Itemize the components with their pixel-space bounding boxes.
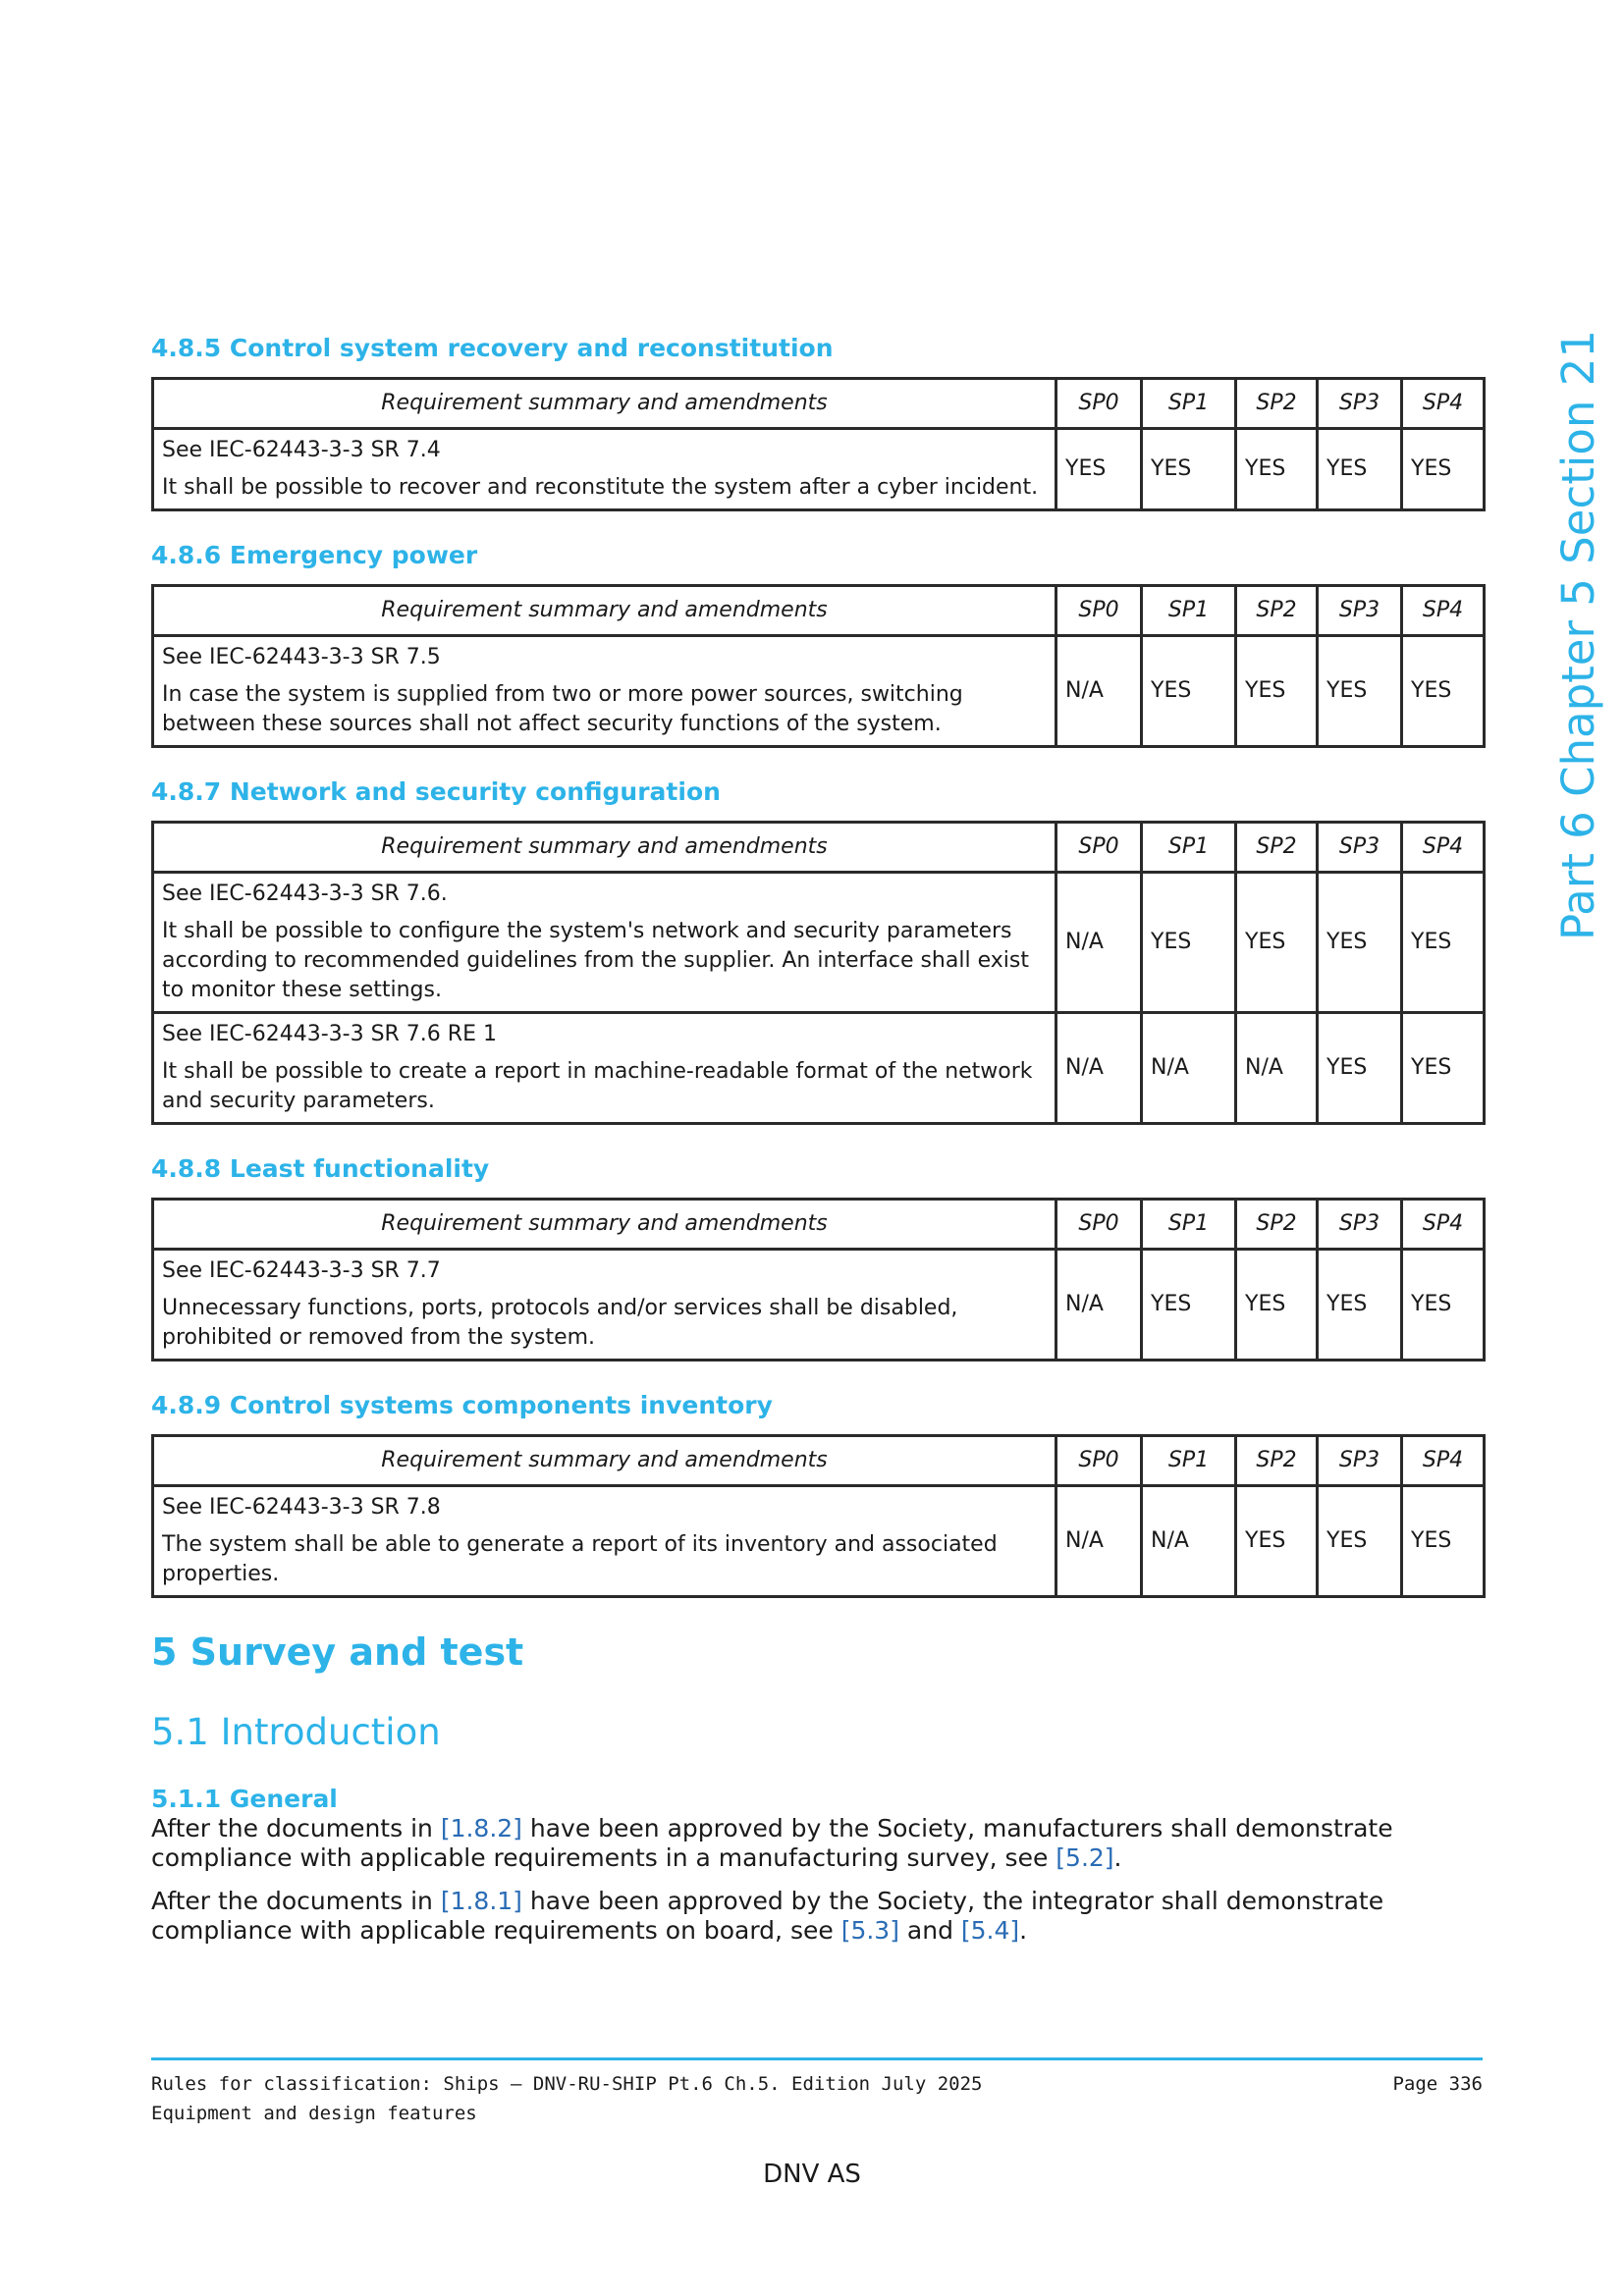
header-sp4: SP4 bbox=[1402, 586, 1485, 636]
header-sp0: SP0 bbox=[1056, 823, 1142, 873]
header-sp1: SP1 bbox=[1142, 379, 1236, 429]
table-header-row bbox=[153, 1200, 1485, 1250]
iec-reference: See IEC-62443-3-3 SR 7.7 bbox=[162, 1258, 441, 1283]
xref-5-4-link[interactable]: [5.4] bbox=[960, 1916, 1020, 1945]
page-content bbox=[151, 332, 1483, 1959]
header-sp4: SP4 bbox=[1402, 1436, 1485, 1486]
section-title-4-8-9: 4.8.9 Control systems components inventory bbox=[151, 1391, 773, 1419]
header-sp0: SP0 bbox=[1056, 1436, 1142, 1486]
requirement-cell bbox=[153, 1486, 1056, 1597]
paragraph-1 bbox=[151, 1814, 1483, 1873]
requirement-cell bbox=[153, 1250, 1056, 1361]
sp1-value: YES bbox=[1142, 873, 1236, 1013]
header-sp0: SP0 bbox=[1056, 379, 1142, 429]
subsubsection-title: 5.1.1 General bbox=[151, 1785, 338, 1813]
table-header-row bbox=[153, 586, 1485, 636]
p2-text-a: After the documents in bbox=[151, 1887, 441, 1915]
iec-reference: See IEC-62443-3-3 SR 7.6. bbox=[162, 881, 448, 906]
section-title-4-8-6: 4.8.6 Emergency power bbox=[151, 541, 478, 569]
page-footer bbox=[151, 2069, 1483, 2128]
requirement-text: The system shall be able to generate a report of its inventory and associated properties. bbox=[162, 1532, 998, 1586]
requirements-table-4-8-6 bbox=[151, 584, 1486, 748]
iec-reference: See IEC-62443-3-3 SR 7.5 bbox=[162, 645, 441, 669]
sp2-value: YES bbox=[1236, 1486, 1318, 1597]
table-row bbox=[153, 636, 1485, 747]
paragraph-2 bbox=[151, 1887, 1483, 1946]
sp2-value: YES bbox=[1236, 636, 1318, 747]
sp4-value: YES bbox=[1402, 636, 1485, 747]
requirements-table-4-8-9 bbox=[151, 1434, 1486, 1598]
section-title-4-8-5: 4.8.5 Control system recovery and reconstitution bbox=[151, 334, 834, 362]
requirements-table-4-8-8 bbox=[151, 1198, 1486, 1362]
xref-1-8-1-link[interactable]: [1.8.1] bbox=[440, 1887, 522, 1915]
sp3-value: YES bbox=[1318, 1013, 1402, 1124]
sp3-value: YES bbox=[1318, 1486, 1402, 1597]
sp4-value: YES bbox=[1402, 429, 1485, 510]
table-header-row bbox=[153, 379, 1485, 429]
header-sp2: SP2 bbox=[1236, 379, 1318, 429]
header-sp3: SP3 bbox=[1318, 379, 1402, 429]
header-sp4: SP4 bbox=[1402, 379, 1485, 429]
header-sp1: SP1 bbox=[1142, 823, 1236, 873]
footer-rules-title: Rules for classification: Ships — DNV-RU-SHIP Pt.6 Ch.5. Edition July 2025 bbox=[151, 2073, 983, 2095]
header-sp2: SP2 bbox=[1236, 823, 1318, 873]
xref-5-3-link[interactable]: [5.3] bbox=[840, 1916, 899, 1945]
p1-text-a: After the documents in bbox=[151, 1814, 441, 1842]
sp1-value: N/A bbox=[1142, 1013, 1236, 1124]
table-header-row bbox=[153, 823, 1485, 873]
requirement-cell bbox=[153, 1013, 1056, 1124]
table-header-row bbox=[153, 1436, 1485, 1486]
header-sp1: SP1 bbox=[1142, 1436, 1236, 1486]
header-sp1: SP1 bbox=[1142, 586, 1236, 636]
requirement-cell bbox=[153, 429, 1056, 510]
sp0-value: N/A bbox=[1056, 1013, 1142, 1124]
sp0-value: N/A bbox=[1056, 1486, 1142, 1597]
table-row bbox=[153, 1013, 1485, 1124]
footer-divider bbox=[151, 2057, 1483, 2060]
sp3-value: YES bbox=[1318, 873, 1402, 1013]
table-row bbox=[153, 1250, 1485, 1361]
xref-5-2-link[interactable]: [5.2] bbox=[1056, 1843, 1114, 1872]
requirement-cell bbox=[153, 636, 1056, 747]
xref-1-8-2-link[interactable]: [1.8.2] bbox=[440, 1814, 522, 1842]
chapter-title: 5 Survey and test bbox=[151, 1630, 524, 1674]
header-sp2: SP2 bbox=[1236, 1436, 1318, 1486]
sp2-value: N/A bbox=[1236, 1013, 1318, 1124]
side-section-header: Part 6 Chapter 5 Section 21 bbox=[1552, 330, 1604, 940]
sp4-value: YES bbox=[1402, 1486, 1485, 1597]
sp3-value: YES bbox=[1318, 1250, 1402, 1361]
iec-reference: See IEC-62443-3-3 SR 7.6 RE 1 bbox=[162, 1022, 497, 1046]
p2-text-b: have been approved by the Society, the integrator shall demonstrate compliance with applicable requirements on board, see bbox=[151, 1887, 1384, 1945]
sp4-value: YES bbox=[1402, 873, 1485, 1013]
header-sp3: SP3 bbox=[1318, 823, 1402, 873]
table-row bbox=[153, 1486, 1485, 1597]
requirement-cell bbox=[153, 873, 1056, 1013]
sp0-value: N/A bbox=[1056, 636, 1142, 747]
table-row bbox=[153, 429, 1485, 510]
sp1-value: N/A bbox=[1142, 1486, 1236, 1597]
header-requirement: Requirement summary and amendments bbox=[153, 823, 1056, 873]
header-sp4: SP4 bbox=[1402, 823, 1485, 873]
requirement-text: In case the system is supplied from two or more power sources, switching between these sources shall not affect security functions of the system. bbox=[162, 682, 963, 736]
sp2-value: YES bbox=[1236, 873, 1318, 1013]
table-row bbox=[153, 873, 1485, 1013]
company-name: DNV AS bbox=[763, 2160, 861, 2189]
requirement-text: Unnecessary functions, ports, protocols and/or services shall be disabled, prohibited or removed from the system. bbox=[162, 1296, 958, 1350]
footer-subtitle: Equipment and design features bbox=[151, 2103, 477, 2124]
sp0-value: YES bbox=[1056, 429, 1142, 510]
sp0-value: N/A bbox=[1056, 1250, 1142, 1361]
requirement-text: It shall be possible to recover and reconstitute the system after a cyber incident. bbox=[162, 475, 1039, 500]
subsection-title: 5.1 Introduction bbox=[151, 1711, 441, 1753]
sp1-value: YES bbox=[1142, 636, 1236, 747]
requirements-table-4-8-5 bbox=[151, 377, 1486, 511]
section-title-4-8-7: 4.8.7 Network and security configuration bbox=[151, 777, 721, 806]
sp2-value: YES bbox=[1236, 429, 1318, 510]
header-requirement: Requirement summary and amendments bbox=[153, 1200, 1056, 1250]
header-requirement: Requirement summary and amendments bbox=[153, 1436, 1056, 1486]
header-sp2: SP2 bbox=[1236, 1200, 1318, 1250]
sp1-value: YES bbox=[1142, 1250, 1236, 1361]
sp1-value: YES bbox=[1142, 429, 1236, 510]
sp0-value: N/A bbox=[1056, 873, 1142, 1013]
p1-text-c: . bbox=[1113, 1843, 1122, 1872]
requirements-table-4-8-7 bbox=[151, 821, 1486, 1125]
header-sp3: SP3 bbox=[1318, 586, 1402, 636]
p2-text-d: . bbox=[1019, 1916, 1028, 1945]
requirement-text: It shall be possible to configure the system's network and security parameters according to recommended guidelines from the supplier. An interface shall exist to monitor these settings. bbox=[162, 919, 1029, 1002]
header-sp3: SP3 bbox=[1318, 1200, 1402, 1250]
header-sp4: SP4 bbox=[1402, 1200, 1485, 1250]
iec-reference: See IEC-62443-3-3 SR 7.4 bbox=[162, 438, 441, 462]
sp3-value: YES bbox=[1318, 636, 1402, 747]
iec-reference: See IEC-62443-3-3 SR 7.8 bbox=[162, 1495, 441, 1520]
header-sp2: SP2 bbox=[1236, 586, 1318, 636]
header-sp3: SP3 bbox=[1318, 1436, 1402, 1486]
header-sp1: SP1 bbox=[1142, 1200, 1236, 1250]
header-requirement: Requirement summary and amendments bbox=[153, 586, 1056, 636]
header-sp0: SP0 bbox=[1056, 586, 1142, 636]
sp3-value: YES bbox=[1318, 429, 1402, 510]
header-sp0: SP0 bbox=[1056, 1200, 1142, 1250]
section-title-4-8-8: 4.8.8 Least functionality bbox=[151, 1154, 490, 1183]
header-requirement: Requirement summary and amendments bbox=[153, 379, 1056, 429]
p1-text-b: have been approved by the Society, manufacturers shall demonstrate compliance with applicable requirements in a manufacturing survey, see bbox=[151, 1814, 1393, 1872]
sp4-value: YES bbox=[1402, 1250, 1485, 1361]
sp2-value: YES bbox=[1236, 1250, 1318, 1361]
requirement-text: It shall be possible to create a report in machine-readable format of the network and security parameters. bbox=[162, 1059, 1033, 1113]
page-number: Page 336 bbox=[1392, 2073, 1483, 2095]
p2-text-c: and bbox=[898, 1916, 961, 1945]
sp4-value: YES bbox=[1402, 1013, 1485, 1124]
